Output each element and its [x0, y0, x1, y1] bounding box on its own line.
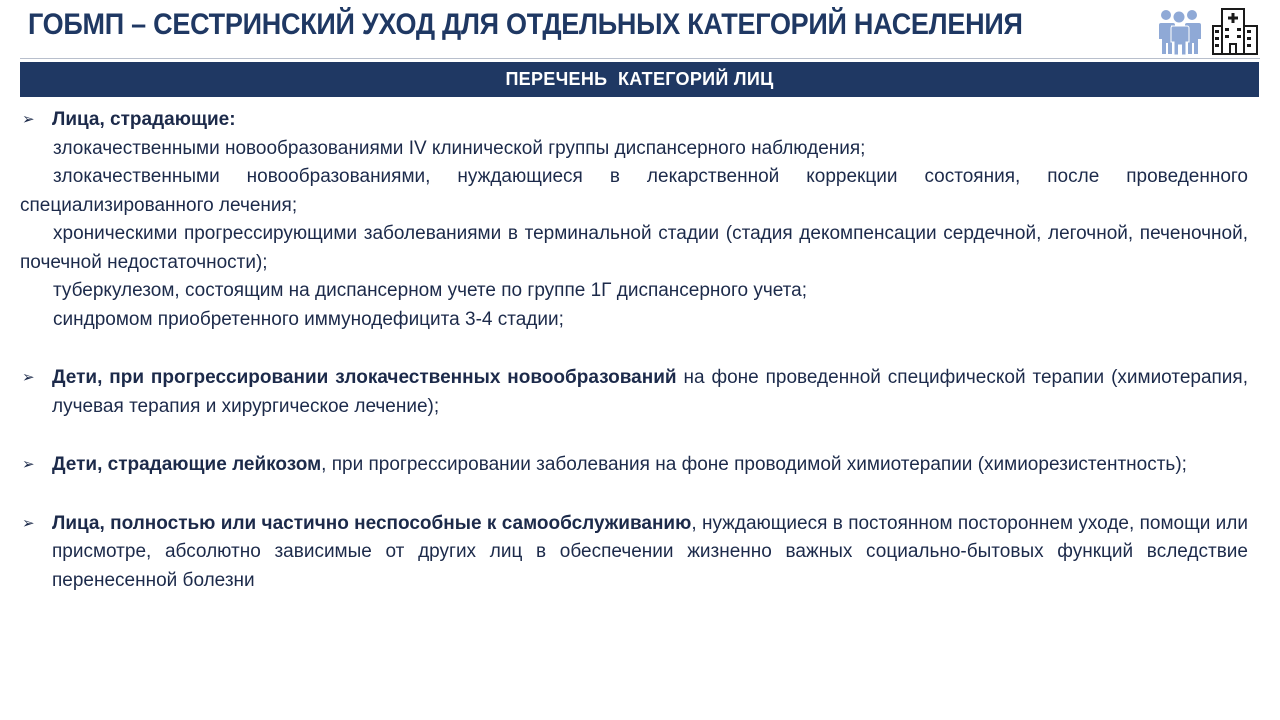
title-divider	[20, 58, 1260, 59]
banner-label: ПЕРЕЧЕНЬ КАТЕГОРИЙ ЛИЦ	[505, 69, 774, 89]
arrow-bullet-icon: ➢	[22, 369, 35, 386]
sub-item: злокачественными новообразованиями, нуждающиеся в лекарственной коррекции состояния, после проведенного специализированного лечения;	[20, 166, 1248, 216]
page-title: ГОБМП – СЕСТРИНСКИЙ УХОД ДЛЯ ОТДЕЛЬНЫХ КАТЕГОРИЙ НАСЕЛЕНИЯ	[28, 8, 1023, 41]
categories-list	[20, 106, 1248, 595]
arrow-bullet-icon: ➢	[22, 456, 35, 473]
hospital-building-icon	[1210, 6, 1260, 56]
item-bold-text: Лица, полностью или частично неспособные к самообслуживанию	[52, 512, 692, 534]
sub-item: синдромом приобретенного иммунодефицита 3-4 стадии;	[53, 308, 564, 330]
arrow-bullet-icon: ➢	[22, 514, 35, 532]
sub-item: туберкулезом, состоящим на диспансерном учете по группе 1Г диспансерного учета;	[53, 280, 808, 301]
people-group-icon	[1156, 6, 1202, 56]
item-bold-text: Дети, страдающие лейкозом	[52, 454, 322, 475]
item-text: , нуждающиеся в постоянном постороннем уходе, помощи или присмотре, абсолютно зависимые от других лиц в обеспечении жизненно важных социально-бытовых функций вследствие перенесенной болезни	[52, 512, 1248, 591]
item-text: на фоне проведенной специфической терапии (химиотерапия, лучевая терапия и хирургическое лечение);	[52, 367, 1248, 417]
list-item	[20, 510, 1248, 596]
arrow-bullet-icon: ➢	[22, 111, 35, 128]
categories-banner	[20, 62, 1259, 97]
section-heading: Лица, страдающие:	[52, 109, 236, 130]
list-item	[20, 364, 1248, 421]
list-item	[20, 451, 1248, 480]
sub-item: хроническими прогрессирующими заболеваниями в терминальной стадии (стадия декомпенсации сердечной, легочной, печеночной, почечной недостаточности);	[20, 223, 1248, 273]
item-bold-text: Дети, при прогрессировании злокачественных новообразований	[52, 367, 677, 388]
sub-item: злокачественными новообразованиями IV клинической группы диспансерного наблюдения;	[53, 137, 866, 159]
header-icons	[1156, 6, 1260, 56]
list-item	[20, 106, 1248, 135]
item-text: , при прогрессировании заболевания на фоне проводимой химиотерапии (химиорезистентность);	[321, 454, 1187, 475]
